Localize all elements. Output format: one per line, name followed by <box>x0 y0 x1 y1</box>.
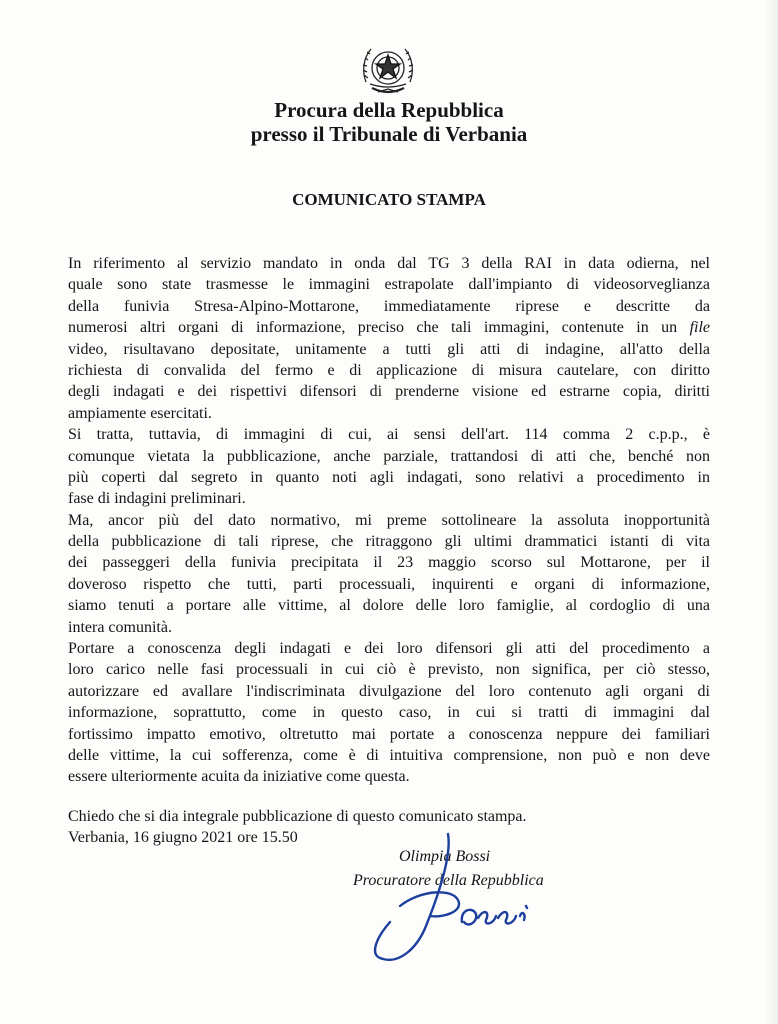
body-line: informazione, soprattutto, come in questo caso, in cui si tratti di immagini dal <box>68 704 710 722</box>
body-line: intera comunità. <box>68 618 172 636</box>
closing-place-date: Verbania, 16 giugno 2021 ore 15.50 <box>68 829 298 847</box>
office-header <box>200 98 578 146</box>
body-line: fase di indagini preliminari. <box>68 490 246 508</box>
header-line-1: Procura della Repubblica <box>274 98 504 122</box>
body-line: quale sono state trasmesse le immagini estrapolate dall'impianto di videosorveglianza <box>68 276 710 294</box>
body-line: Portare a conoscenza degli indagati e dei loro difensori gli atti del procedimento a <box>68 640 710 658</box>
body-line: più coperti dal segreto in quanto noti agli indagati, sono relativi a procedimento in <box>68 468 710 486</box>
body-line: richiesta di convalida del fermo e di applicazione di misura cautelare, con diritto <box>68 361 710 379</box>
body-line: video, risultavano depositate, unitamente a tutti gli atti di indagine, all'atto della <box>68 340 710 358</box>
body-line: doveroso rispetto che tutti, parti processuali, inquirenti e organi di informazione, <box>68 575 710 593</box>
body-line: autorizzare ed avallare l'indiscriminata divulgazione del loro contenuto agli organi di <box>68 682 710 700</box>
handwritten-signature <box>360 826 550 976</box>
body-line: fortissimo impatto emotivo, oltretutto mai portate a conoscenza neppure dei familiari <box>68 725 710 743</box>
body-line: numerosi altri organi di informazione, preciso che tali immagini, contenute in un file <box>68 319 710 337</box>
body-line: loro carico nelle fasi processuali in cui ciò è previsto, non significa, per ciò stesso, <box>68 661 710 679</box>
body-line: Ma, ancor più del dato normativo, mi preme sottolineare la assoluta inopportunità <box>68 511 710 529</box>
body-line: In riferimento al servizio mandato in onda dal TG 3 della RAI in data odierna, nel <box>68 255 710 272</box>
body-line: della pubblicazione di tali riprese, che ritraggono gli ultimi drammatici istanti di vita <box>68 533 710 551</box>
page-edge-shadow <box>764 0 778 1024</box>
body-line: dei passeggeri della funivia precipitata il 23 maggio scorso sul Mottarone, per il <box>68 554 710 572</box>
body-text <box>68 253 710 788</box>
body-line: degli indagati e dei rispettivi difensori di prenderne visione ed estrarne copia, diritti <box>68 383 710 401</box>
italian-republic-emblem-icon <box>358 38 418 100</box>
closing-request: Chiedo che si dia integrale pubblicazione di questo comunicato stampa. <box>68 808 527 825</box>
body-line: della funivia Stresa-Alpino-Mottarone, immediatamente riprese e descritte da <box>68 297 710 315</box>
signatory-role: Procuratore della Repubblica <box>353 872 544 889</box>
body-line: ampiamente esercitati. <box>68 404 212 422</box>
body-line: Si tratta, tuttavia, di immagini di cui, ai sensi dell'art. 114 comma 2 c.p.p., è <box>68 426 710 444</box>
body-line: delle vittime, la cui sofferenza, come è di intuitiva comprensione, non può e non deve <box>68 746 710 764</box>
body-line: comunque vietata la pubblicazione, anche parziale, trattandosi di atti che, benché non <box>68 447 710 465</box>
document-title: COMUNICATO STAMPA <box>292 190 486 209</box>
header-line-2: presso il Tribunale di Verbania <box>250 122 528 146</box>
body-line: essere ulteriormente acuita da iniziative come questa. <box>68 768 410 786</box>
signatory-name: Olimpia Bossi <box>399 848 491 865</box>
body-line: siamo tenuti a portare alle vittime, al dolore delle loro famiglie, al cordoglio di una <box>68 597 710 615</box>
